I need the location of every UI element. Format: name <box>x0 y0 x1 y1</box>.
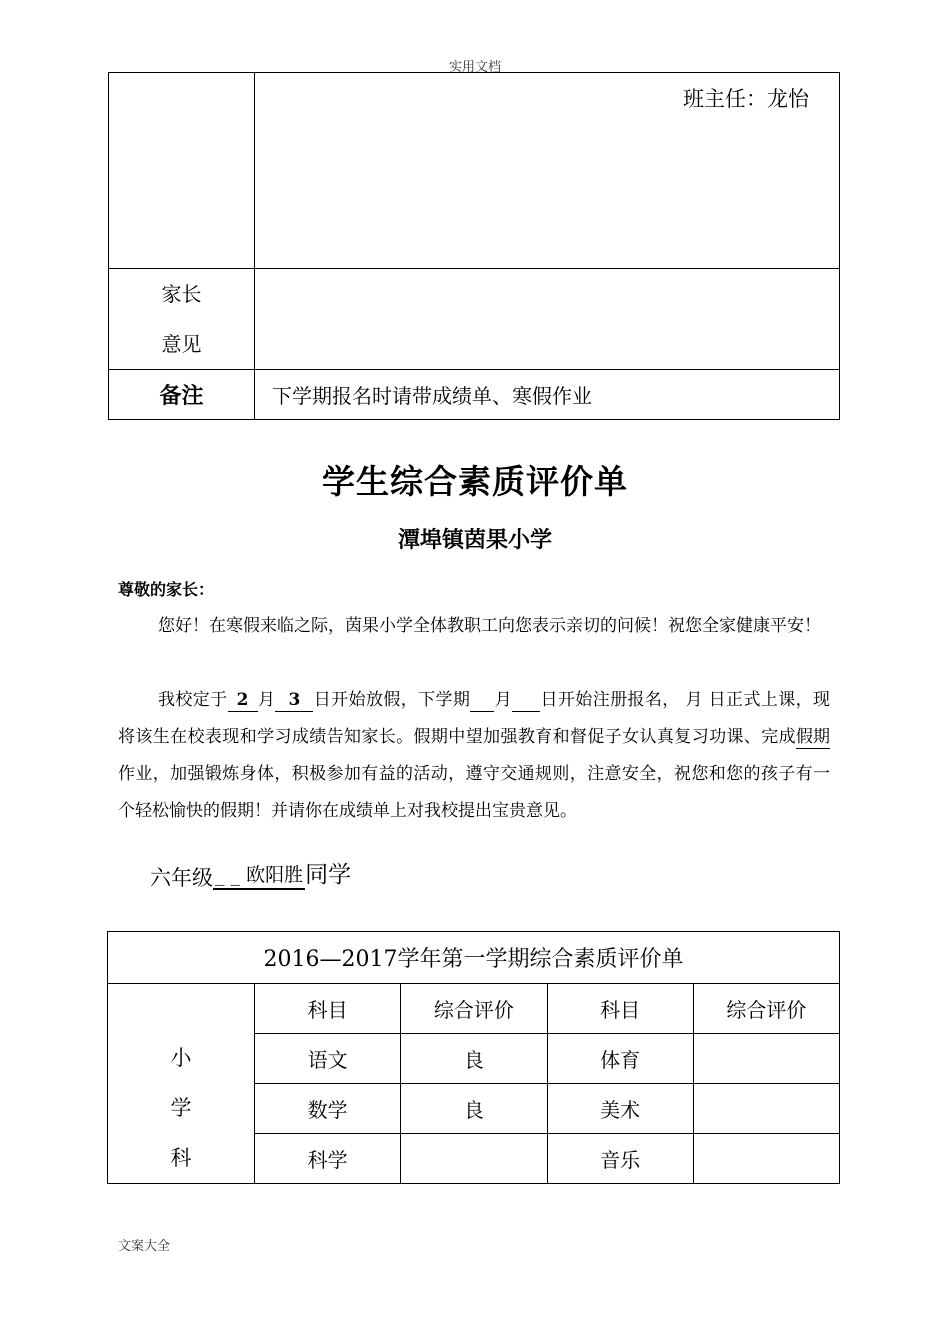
page-header: 实用文档 <box>448 60 501 75</box>
p2-text-a: 我校定于 <box>158 690 228 710</box>
evaluation-cell <box>693 1084 839 1134</box>
student-name: _ _ 欧阳胜 <box>213 862 305 890</box>
page-footer: 文案大全 <box>118 1239 171 1254</box>
parent-opinion-cell <box>255 269 840 370</box>
side-label-1: 小 <box>170 1046 192 1070</box>
evaluation-cell: 良 <box>401 1034 547 1084</box>
subject-cell: 体育 <box>547 1034 693 1084</box>
evaluation-table <box>107 931 840 1184</box>
side-label-cell <box>108 984 255 1184</box>
holiday-month: 2 <box>228 689 258 712</box>
subject-cell: 科学 <box>255 1134 401 1184</box>
register-day-blank <box>512 689 540 712</box>
parent-label-line1: 家长 <box>161 282 202 306</box>
note-text: 下学期报名时请带成绩单、寒假作业 <box>255 370 840 420</box>
subject-cell: 语文 <box>255 1034 401 1084</box>
remarks-table <box>108 72 840 420</box>
student-line <box>150 862 351 892</box>
p2-text-d: 月 <box>494 690 513 710</box>
side-label-2: 学 <box>170 1096 192 1120</box>
register-month-blank <box>470 689 494 712</box>
p2-text-e: 日开始注册报名， 月 日正式上课，现将该生在校表现和学习成绩告知家长。假期中望加强教育和督促子女认真复习功课、完成 <box>118 690 831 747</box>
teacher-comment-cell <box>255 73 840 269</box>
p2-text-f: 假期 <box>796 727 830 747</box>
header-subject-1: 科目 <box>255 984 401 1034</box>
header-evaluation-1: 综合评价 <box>401 984 547 1034</box>
letter-paragraph-1: 您好！在寒假来临之际，茵果小学全体教职工向您表示亲切的问候！祝您全家健康平安！ <box>158 616 821 636</box>
header-subject-2: 科目 <box>547 984 693 1034</box>
holiday-day: 3 <box>275 689 313 712</box>
evaluation-cell <box>693 1034 839 1084</box>
note-label: 备注 <box>109 370 255 420</box>
header-evaluation-2: 综合评价 <box>693 984 839 1034</box>
empty-label-cell <box>109 73 255 269</box>
evaluation-caption: 2016—2017学年第一学期综合素质评价单 <box>108 932 840 984</box>
school-name: 潭埠镇茵果小学 <box>397 527 552 553</box>
student-suffix: 同学 <box>305 862 352 888</box>
letter-salutation: 尊敬的家长： <box>118 580 215 599</box>
p2-text-b: 月 <box>257 690 276 710</box>
evaluation-cell <box>401 1134 547 1184</box>
evaluation-cell <box>693 1134 839 1184</box>
parent-opinion-label <box>109 269 255 370</box>
letter-paragraph-2 <box>118 682 830 830</box>
subject-cell: 美术 <box>547 1084 693 1134</box>
p2-text-g: 作业，加强锻炼身体，积极参加有益的活动，遵守交通规则，注意安全，祝您和您的孩子有一个轻松愉快的假期！并请你在成绩单上对我校提出宝贵意见。 <box>118 764 830 821</box>
p2-text-c: 日开始放假，下学期 <box>313 690 471 710</box>
document-title: 学生综合素质评价单 <box>322 462 628 501</box>
teacher-signature: 班主任：龙怡 <box>683 87 809 111</box>
subject-cell: 数学 <box>255 1084 401 1134</box>
side-label-3: 科 <box>170 1146 192 1170</box>
parent-label-line2: 意见 <box>161 332 202 356</box>
student-grade: 六年级 <box>150 866 213 890</box>
subject-cell: 音乐 <box>547 1134 693 1184</box>
evaluation-cell: 良 <box>401 1084 547 1134</box>
